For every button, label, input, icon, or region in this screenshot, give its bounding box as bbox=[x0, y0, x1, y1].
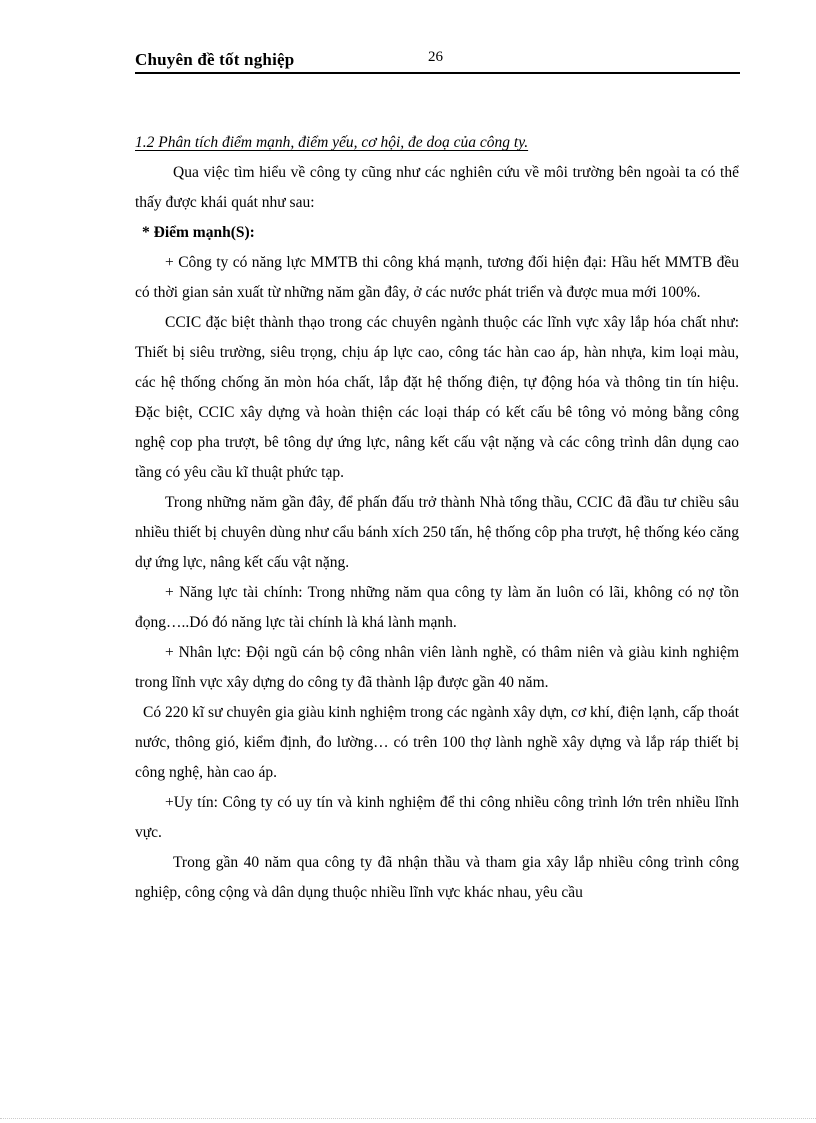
paragraph-intro: Qua việc tìm hiểu về công ty cũng như các nghiên cứu về môi trường bên ngoài ta có thể thấy được khái quát như sau: bbox=[135, 164, 739, 211]
page-header bbox=[135, 46, 740, 74]
paragraph-personnel: + Nhân lực: Đội ngũ cán bộ công nhân viên lành nghề, có thâm niên và giàu kinh nghiệm trong lĩnh vực xây dựng do công ty đã thành lập được gần 40 năm. bbox=[135, 644, 739, 691]
page-number: 26 bbox=[428, 49, 443, 65]
paragraph-ccic-expertise: CCIC đặc biệt thành thạo trong các chuyên ngành thuộc các lĩnh vực xây lắp hóa chất như: Thiết bị siêu trường, siêu trọng, chịu áp lực cao, công tác hàn cao áp, hàn nhựa, kim loại màu, các hệ thống chống ăn mòn hóa chất, lắp đặt hệ thống điện, tự động hóa và thông tin tín hiệu. Đặc biệt, CCIC xây dựng và hoàn thiện các loại tháp có kết cấu bê tông vỏ mỏng bằng công nghệ cop pha trượt, bê tông dự ứng lực, nâng kết cấu vật nặng và các công trình dân dụng cao tầng có yêu cầu kĩ thuật phức tạp. bbox=[135, 314, 739, 481]
document-body bbox=[135, 128, 739, 908]
paragraph-reputation: +Uy tín: Công ty có uy tín và kinh nghiệm để thi công nhiều công trình lớn trên nhiều lĩnh vực. bbox=[135, 794, 739, 841]
paragraph-investment: Trong những năm gần đây, để phấn đấu trở thành Nhà tổng thầu, CCIC đã đầu tư chiều sâu nhiều thiết bị chuyên dùng như cẩu bánh xích 250 tấn, hệ thống côp pha trượt, hệ thống kéo căng dự ứng lực, nâng kết cấu vật nặng. bbox=[135, 494, 739, 571]
page-bottom-divider bbox=[0, 1118, 816, 1119]
header-title: Chuyên đề tốt nghiệp bbox=[135, 50, 295, 69]
paragraph-history: Trong gần 40 năm qua công ty đã nhận thầu và tham gia xây lắp nhiều công trình công nghiệp, công cộng và dân dụng thuộc nhiều lĩnh vực khác nhau, yêu cầu bbox=[135, 854, 739, 901]
paragraph-finance: + Năng lực tài chính: Trong những năm qua công ty làm ăn luôn có lãi, không có nợ tồn đọng…..Dó đó năng lực tài chính là khá lành mạnh. bbox=[135, 584, 739, 631]
section-title: 1.2 Phân tích điểm mạnh, điểm yếu, cơ hội, đe doạ của công ty. bbox=[135, 134, 529, 151]
strengths-heading: * Điểm mạnh(S): bbox=[142, 224, 255, 241]
paragraph-equipment: + Công ty có năng lực MMTB thi công khá mạnh, tương đối hiện đại: Hầu hết MMTB đều có thời gian sản xuất từ những năm gần đây, ở các nước phát triển và được mua mới 100%. bbox=[135, 254, 739, 301]
paragraph-engineers: Có 220 kĩ sư chuyên gia giàu kinh nghiệm trong các ngành xây dựn, cơ khí, điện lạnh, cấp thoát nước, thông gió, kiểm định, đo lường… có trên 100 thợ lành nghề xây dựng và lắp ráp thiết bị công nghệ, hàn cao áp. bbox=[135, 704, 739, 781]
